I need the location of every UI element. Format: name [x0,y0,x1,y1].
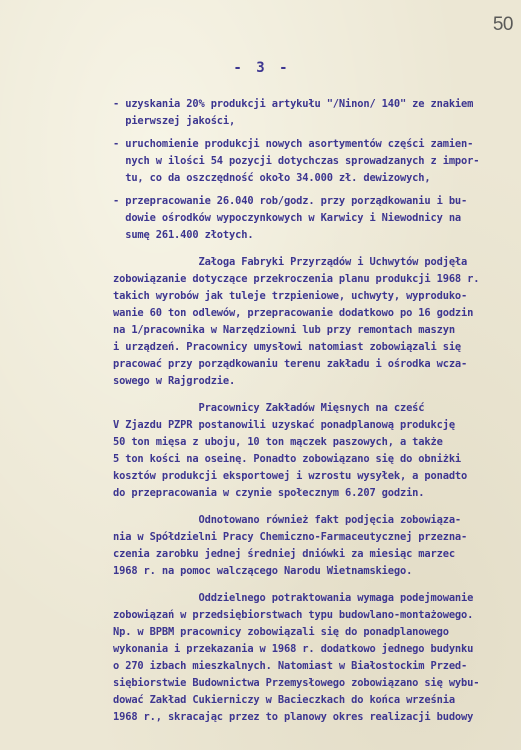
text-line: Pracownicy Zakładów Mięsnych na cześć [113,402,425,414]
text-line: i urządzeń. Pracownicy umysłowi natomiast zobowiązali się [113,341,462,353]
text-line: o 270 izbach mieszkalnych. Natomiast w Białostockim Przed- [113,660,468,672]
text-line: Oddzielnego potraktowania wymaga podejmowanie [113,592,474,604]
text-line: nia w Spółdzielni Pracy Chemiczno-Farmaceutycznej przezna- [113,531,468,543]
text-line: siębiorstwie Budownictwa Przemysłowego zobowiązano się wybu- [113,677,480,689]
text-line: 1968 r. na pomoc walczącego Narodu Wietnamskiego. [113,565,413,577]
text-line: zobowiązanie dotyczące przekroczenia planu produkcji 1968 r. [113,273,480,285]
text-line: Np. w BPBM pracownicy zobowiązali się do ponadplanowego [113,626,449,638]
text-line: - uruchomienie produkcji nowych asortymentów części zamien- [113,138,474,150]
document-body [113,96,511,726]
page-number: 50 [492,14,513,35]
text-line: V Zjazdu PZPR postanowili uzyskać ponadplanową produkcję [113,419,455,431]
text-line: kosztów produkcji eksportowej i wzrostu wysyłek, a ponadto [113,470,468,482]
paragraph [113,400,511,502]
list-item [113,96,511,130]
text-line: 5 ton kości na oseinę. Ponadto zobowiązano się do obniżki [113,453,462,465]
text-line: do przepracowania w czynie społecznym 6.207 godzin. [113,487,425,499]
text-line: na 1/pracownika w Narzędziowni lub przy remontach maszyn [113,324,455,336]
text-line: wanie 60 ton odlewów, przepracowanie dodatkowo po 16 godzin [113,307,474,319]
text-line: 50 ton mięsa z uboju, 10 ton mączek paszowych, a także [113,436,443,448]
paragraph [113,512,511,580]
text-line: tu, co da oszczędność około 34.000 zł. dewizowych, [113,172,431,184]
text-line: zobowiązań w przedsiębiorstwach typu budowlano-montażowego. [113,609,474,621]
text-line: dować Zakład Cukierniczy w Bacieczkach do końca września [113,694,455,706]
text-line: wykonania i przekazania w 1968 r. dodatkowo jednego budynku [113,643,474,655]
text-line: Odnotowano również fakt podjęcia zobowiąza- [113,514,462,526]
text-line: Załoga Fabryki Przyrządów i Uchwytów podjęła [113,256,468,268]
list-item [113,193,511,244]
text-line: pierwszej jakości, [113,115,236,127]
text-line: czenia zarobku jednej średniej dniówki za miesiąc marzec [113,548,455,560]
text-line: dowie ośrodków wypoczynkowych w Karwicy i Niewodnicy na [113,212,462,224]
text-line: - uzyskania 20% produkcji artykułu "/Ninon/ 140" ze znakiem [113,98,474,110]
text-line: takich wyrobów jak tuleje trzpieniowe, uchwyty, wyproduko- [113,290,468,302]
paragraph [113,590,511,726]
text-line: nych w ilości 54 pozycji dotychczas sprowadzanych z impor- [113,155,480,167]
sheet-number: - 3 - [233,60,288,76]
text-line: sowego w Rajgrodzie. [113,375,236,387]
text-line: - przepracowanie 26.040 rob/godz. przy porządkowaniu i bu- [113,195,468,207]
list-item [113,136,511,187]
text-line: sumę 261.400 złotych. [113,229,254,241]
text-line: 1968 r., skracając przez to planowy okres realizacji budowy [113,711,474,723]
paragraph [113,254,511,390]
text-line: pracować przy porządkowaniu terenu zakładu i ośrodka wcza- [113,358,468,370]
